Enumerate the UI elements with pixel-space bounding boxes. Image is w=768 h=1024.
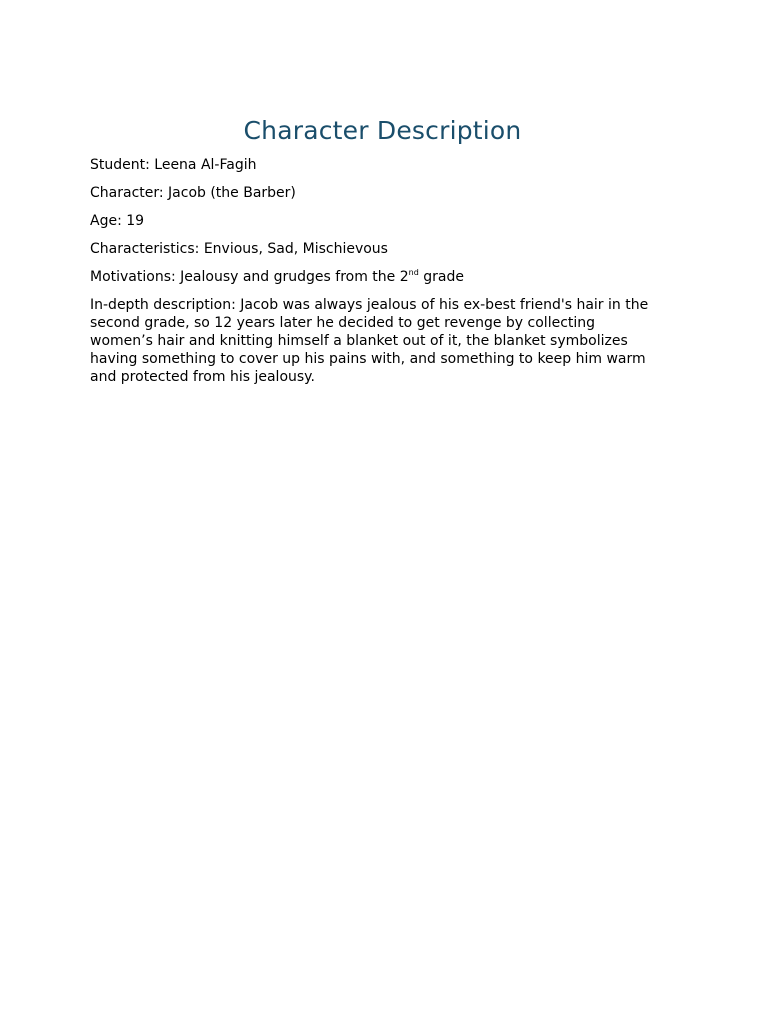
motivations-prefix: Motivations: Jealousy and grudges from the 2	[90, 269, 409, 285]
ordinal-suffix: nd	[408, 268, 419, 277]
in-depth-description: In-depth description: Jacob was always jealous of his ex-best friend's hair in the second grade, so 12 years later he decided to get revenge by collecting women’s hair and knitting himself a blanket out of it, the blanket symbolizes having something to cover up his pains with, and something to keep him warm and protected from his jealousy.	[90, 297, 649, 385]
document-title: Character Description	[243, 116, 522, 145]
motivations-suffix: grade	[418, 269, 464, 285]
motivations-line	[90, 268, 675, 286]
age-line: Age: 19	[90, 213, 145, 229]
characteristics-line: Characteristics: Envious, Sad, Mischievous	[90, 241, 388, 257]
document-page	[90, 112, 675, 386]
character-line: Character: Jacob (the Barber)	[90, 185, 296, 201]
student-line: Student: Leena Al-Fagih	[90, 157, 257, 173]
